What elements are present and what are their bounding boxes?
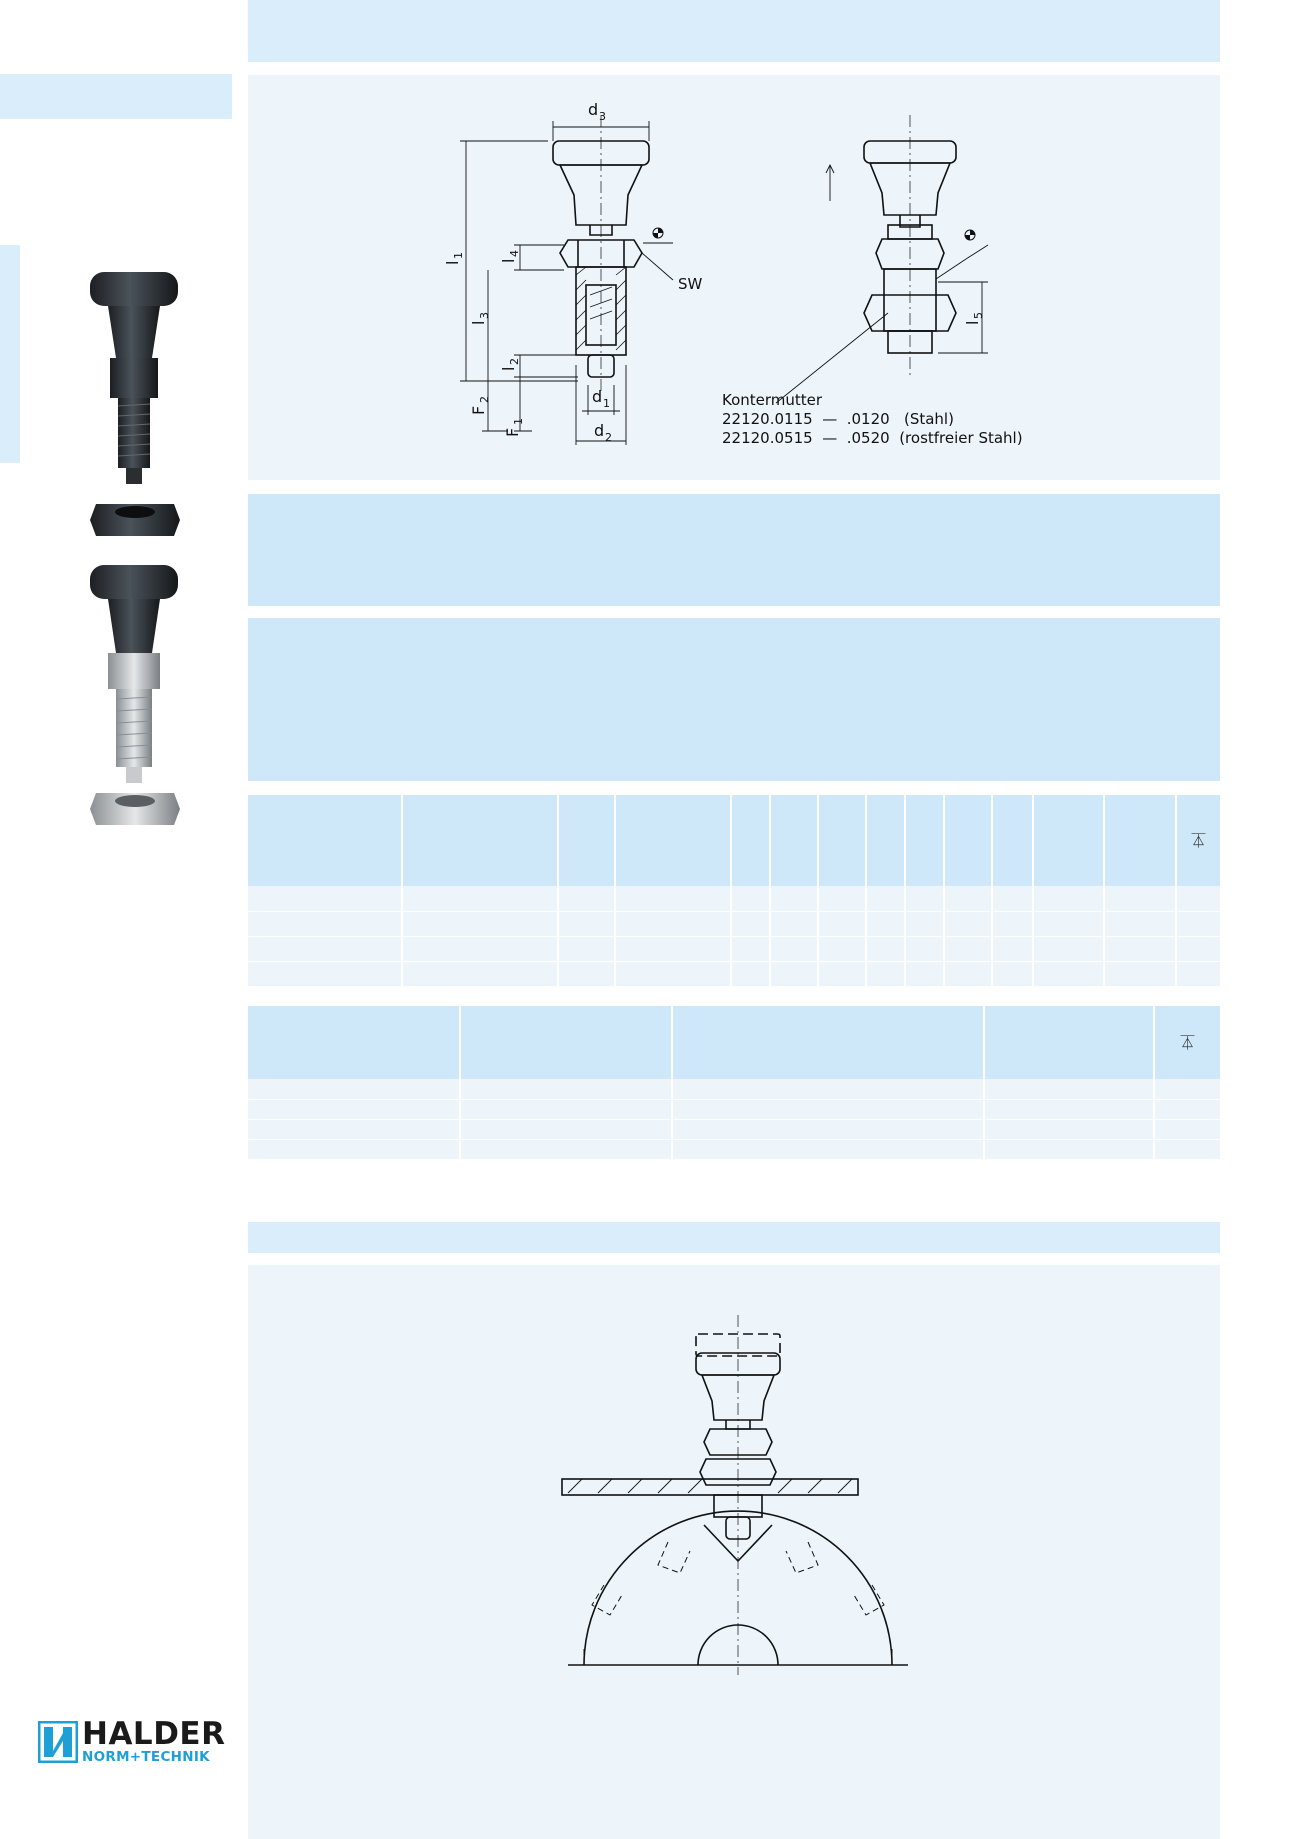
header-band: [248, 0, 1220, 62]
description-band: [248, 494, 1220, 606]
table-row: [248, 911, 1220, 936]
dimensions-table: [248, 795, 1220, 987]
dim-l1: l: [443, 260, 462, 265]
dim-F1: F: [503, 427, 522, 437]
application-header-band: [248, 1222, 1220, 1253]
table-row: [248, 1099, 1220, 1119]
dim-l3: l: [469, 320, 488, 325]
dim-F2: F: [469, 405, 488, 415]
table-header-row: [248, 1006, 1220, 1079]
weight-icon: ⏄: [1180, 1035, 1195, 1052]
dimension-drawing: [248, 75, 1220, 480]
dim-l4-sub: 4: [508, 250, 521, 257]
dim-d1-sub: 1: [603, 397, 610, 410]
lock-nut-stainless: 22120.0515 — .0520 (rostfreier Stahl): [722, 429, 1023, 447]
dim-sw: SW: [678, 275, 703, 293]
table-row: [248, 936, 1220, 961]
notes-band: [248, 618, 1220, 781]
dim-l4: l: [499, 258, 518, 263]
dim-l1-sub: 1: [452, 252, 465, 259]
dim-l2-sub: 2: [508, 358, 521, 365]
table-row: [248, 961, 1220, 986]
product-photo-steel: [80, 268, 190, 548]
lock-nut-title: Kontermutter: [722, 391, 823, 409]
table-row: [248, 886, 1220, 911]
dim-d3-sub: 3: [599, 110, 606, 123]
side-tab-top: [0, 74, 232, 119]
halder-logo-icon: [38, 1721, 78, 1763]
dim-l2: l: [499, 366, 518, 371]
dim-d1: d: [592, 387, 603, 406]
dim-l3-sub: 3: [478, 312, 491, 319]
product-photo-stainless: [80, 563, 190, 833]
dim-d2: d: [594, 421, 605, 440]
lock-nut-steel: 22120.0115 — .0120 (Stahl): [722, 410, 954, 428]
table-header-row: [248, 795, 1220, 886]
table-row: [248, 1139, 1220, 1159]
table-row: [248, 1119, 1220, 1139]
logo-name: HALDER: [82, 1716, 226, 1752]
side-tab-marker: [0, 245, 20, 463]
table-row: [248, 1079, 1220, 1099]
dim-d3: d: [588, 100, 599, 119]
dim-l5-sub: 5: [972, 312, 985, 319]
halder-logo: [38, 1716, 226, 1765]
dim-d2-sub: 2: [605, 431, 612, 444]
dim-F1-sub: 1: [512, 418, 525, 425]
logo-tagline: NORM+TECHNIK: [82, 1749, 210, 1765]
lock-nut-table: [248, 1006, 1220, 1160]
weight-icon: ⏄: [1191, 833, 1206, 850]
application-drawing: [248, 1265, 1220, 1839]
dim-F2-sub: 2: [478, 396, 491, 403]
dim-l5: l: [963, 320, 982, 325]
